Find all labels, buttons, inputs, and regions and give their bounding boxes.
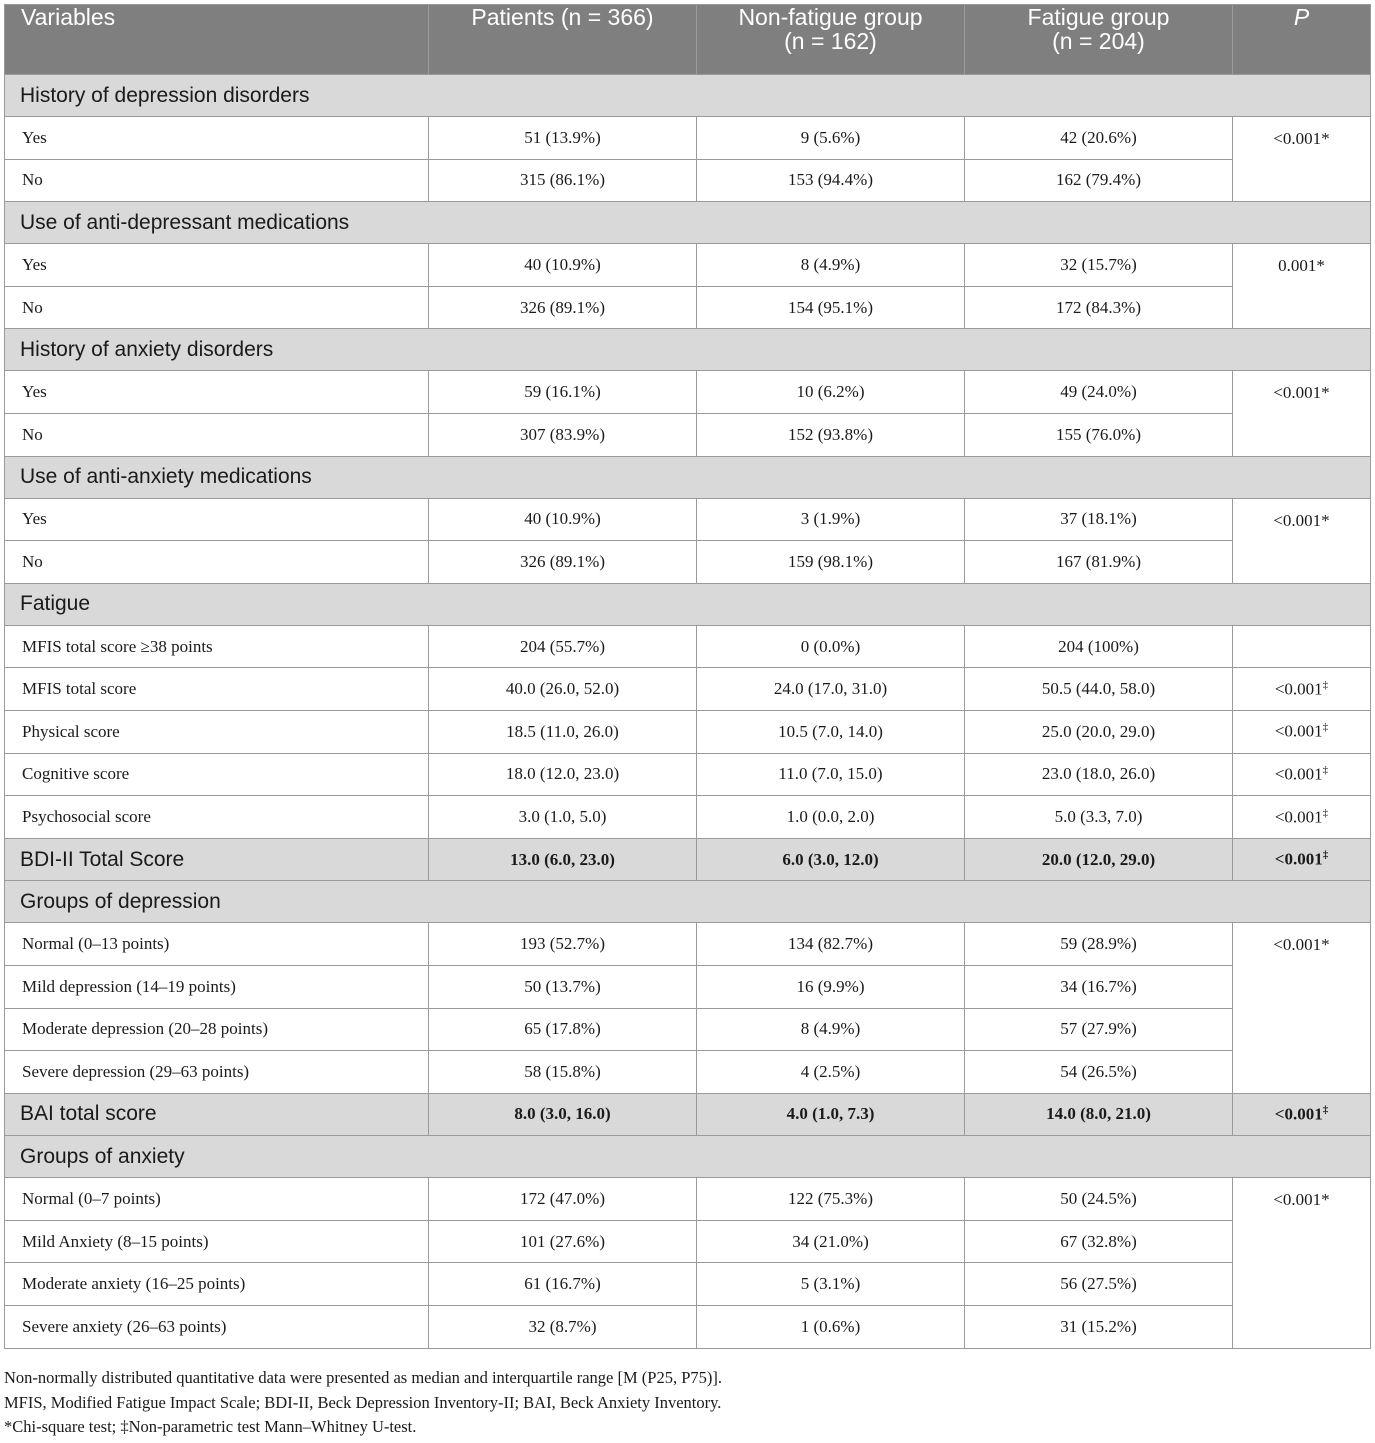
cell-fatigue: 56 (27.5%)	[965, 1263, 1233, 1306]
cell-fatigue: 20.0 (12.0, 29.0)	[965, 838, 1233, 881]
header-fatigue-line2: (n = 204)	[1052, 28, 1145, 54]
cell-nonfatigue: 1.0 (0.0, 2.0)	[697, 796, 965, 839]
cell-nonfatigue: 16 (9.9%)	[697, 965, 965, 1008]
row-label: MFIS total score	[5, 668, 429, 711]
cell-patients: 13.0 (6.0, 23.0)	[429, 838, 697, 881]
cell-p-value: <0.001*	[1233, 923, 1371, 1093]
cell-p-value: <0.001*	[1233, 498, 1371, 583]
cell-nonfatigue: 153 (94.4%)	[697, 159, 965, 202]
cell-patients: 59 (16.1%)	[429, 371, 697, 414]
cell-nonfatigue: 3 (1.9%)	[697, 498, 965, 541]
cell-fatigue: 37 (18.1%)	[965, 498, 1233, 541]
section-label: Groups of anxiety	[5, 1136, 1371, 1178]
cell-fatigue: 34 (16.7%)	[965, 965, 1233, 1008]
table-row	[5, 668, 1371, 711]
section-label: Groups of depression	[5, 881, 1371, 923]
cell-nonfatigue: 8 (4.9%)	[697, 244, 965, 287]
row-label: Physical score	[5, 710, 429, 753]
cell-fatigue: 50 (24.5%)	[965, 1178, 1233, 1221]
cell-p-value	[1233, 796, 1371, 839]
table-row	[5, 117, 1371, 160]
table-row	[5, 1306, 1371, 1349]
cell-patients: 326 (89.1%)	[429, 286, 697, 329]
cell-fatigue: 59 (28.9%)	[965, 923, 1233, 966]
row-label: No	[5, 413, 429, 456]
cell-nonfatigue: 4.0 (1.0, 7.3)	[697, 1093, 965, 1136]
row-label: Severe depression (29–63 points)	[5, 1051, 429, 1094]
header-fatigue-line1: Fatigue group	[1027, 4, 1170, 30]
cell-fatigue: 162 (79.4%)	[965, 159, 1233, 202]
cell-p-value	[1233, 710, 1371, 753]
row-label: Mild Anxiety (8–15 points)	[5, 1220, 429, 1263]
cell-nonfatigue: 8 (4.9%)	[697, 1008, 965, 1051]
section-label: Use of anti-depressant medications	[5, 202, 1371, 244]
table-row	[5, 1263, 1371, 1306]
cell-p-value	[1233, 753, 1371, 796]
table-row	[5, 965, 1371, 1008]
cell-nonfatigue: 1 (0.6%)	[697, 1306, 965, 1349]
section-row	[5, 881, 1371, 923]
double-dagger-mark: ‡	[1322, 764, 1329, 776]
row-label: Yes	[5, 244, 429, 287]
section-row	[5, 202, 1371, 244]
cell-nonfatigue: 10 (6.2%)	[697, 371, 965, 414]
table-row	[5, 923, 1371, 966]
table-row	[5, 1008, 1371, 1051]
header-p: P	[1233, 5, 1371, 75]
cell-patients: 50 (13.7%)	[429, 965, 697, 1008]
cell-patients: 326 (89.1%)	[429, 541, 697, 584]
cell-patients: 65 (17.8%)	[429, 1008, 697, 1051]
header-row	[5, 5, 1371, 75]
p-value-text: <0.001	[1274, 849, 1323, 869]
cell-nonfatigue: 152 (93.8%)	[697, 413, 965, 456]
header-nonfatigue-line1: Non-fatigue group	[738, 4, 923, 30]
cell-patients: 51 (13.9%)	[429, 117, 697, 160]
cell-patients: 32 (8.7%)	[429, 1306, 697, 1349]
header-nonfatigue	[697, 5, 965, 75]
cell-patients: 315 (86.1%)	[429, 159, 697, 202]
section-row	[5, 583, 1371, 625]
table-footnotes	[4, 1366, 1370, 1440]
table-row-bold	[5, 838, 1371, 881]
cell-patients: 40.0 (26.0, 52.0)	[429, 668, 697, 711]
row-label: No	[5, 159, 429, 202]
table-row	[5, 159, 1371, 202]
cell-patients: 193 (52.7%)	[429, 923, 697, 966]
cell-patients: 58 (15.8%)	[429, 1051, 697, 1094]
cell-fatigue: 32 (15.7%)	[965, 244, 1233, 287]
cell-nonfatigue: 122 (75.3%)	[697, 1178, 965, 1221]
cell-patients: 40 (10.9%)	[429, 498, 697, 541]
section-row	[5, 329, 1371, 371]
cell-fatigue: 57 (27.9%)	[965, 1008, 1233, 1051]
cell-fatigue: 49 (24.0%)	[965, 371, 1233, 414]
cell-nonfatigue: 154 (95.1%)	[697, 286, 965, 329]
cell-fatigue: 50.5 (44.0, 58.0)	[965, 668, 1233, 711]
cell-fatigue: 204 (100%)	[965, 625, 1233, 668]
section-row	[5, 75, 1371, 117]
data-table	[4, 4, 1371, 1349]
table-row	[5, 796, 1371, 839]
cell-fatigue: 42 (20.6%)	[965, 117, 1233, 160]
table-row	[5, 498, 1371, 541]
cell-p-value	[1233, 625, 1371, 668]
row-label: Severe anxiety (26–63 points)	[5, 1306, 429, 1349]
double-dagger-mark: ‡	[1322, 678, 1329, 691]
cell-nonfatigue: 5 (3.1%)	[697, 1263, 965, 1306]
row-label: BDI-II Total Score	[5, 838, 429, 881]
row-label: Yes	[5, 498, 429, 541]
footnote-distribution: Non-normally distributed quantitative data were presented as median and interquartile range [M (P25, P75)].	[4, 1368, 722, 1387]
cell-nonfatigue: 4 (2.5%)	[697, 1051, 965, 1094]
p-value-text: <0.001	[1274, 807, 1323, 827]
cell-patients: 8.0 (3.0, 16.0)	[429, 1093, 697, 1136]
cell-fatigue: 54 (26.5%)	[965, 1051, 1233, 1094]
p-value-text: <0.001	[1274, 764, 1323, 784]
row-label: No	[5, 541, 429, 584]
section-label: History of anxiety disorders	[5, 329, 1371, 371]
table-row	[5, 625, 1371, 668]
row-label: Normal (0–7 points)	[5, 1178, 429, 1221]
cell-nonfatigue: 9 (5.6%)	[697, 117, 965, 160]
cell-p-value	[1233, 838, 1371, 881]
header-fatigue	[965, 5, 1233, 75]
row-label: Moderate depression (20–28 points)	[5, 1008, 429, 1051]
cell-fatigue: 167 (81.9%)	[965, 541, 1233, 584]
cell-p-value: <0.001*	[1233, 1178, 1371, 1348]
cell-nonfatigue: 24.0 (17.0, 31.0)	[697, 668, 965, 711]
row-label: Yes	[5, 117, 429, 160]
cell-patients: 18.0 (12.0, 23.0)	[429, 753, 697, 796]
footnote-abbreviations: MFIS, Modified Fatigue Impact Scale; BDI-II, Beck Depression Inventory-II; BAI, Beck Anxiety Inventory.	[4, 1392, 722, 1412]
cell-patients: 61 (16.7%)	[429, 1263, 697, 1306]
table-row	[5, 286, 1371, 329]
table-row	[5, 710, 1371, 753]
cell-fatigue: 31 (15.2%)	[965, 1306, 1233, 1349]
cell-nonfatigue: 0 (0.0%)	[697, 625, 965, 668]
table-row-bold	[5, 1093, 1371, 1136]
cell-fatigue: 155 (76.0%)	[965, 413, 1233, 456]
p-value-text: <0.001	[1274, 679, 1323, 699]
table-row	[5, 244, 1371, 287]
table-row	[5, 1051, 1371, 1094]
cell-nonfatigue: 10.5 (7.0, 14.0)	[697, 710, 965, 753]
header-nonfatigue-line2: (n = 162)	[784, 28, 877, 54]
row-label: BAI total score	[5, 1093, 429, 1136]
section-label: History of depression disorders	[5, 75, 1371, 117]
row-label: Mild depression (14–19 points)	[5, 965, 429, 1008]
cell-nonfatigue: 159 (98.1%)	[697, 541, 965, 584]
row-label: Moderate anxiety (16–25 points)	[5, 1263, 429, 1306]
table-row	[5, 1178, 1371, 1221]
double-dagger-mark: ‡	[1322, 806, 1329, 819]
section-label: Use of anti-anxiety medications	[5, 456, 1371, 498]
cell-patients: 101 (27.6%)	[429, 1220, 697, 1263]
cell-fatigue: 14.0 (8.0, 21.0)	[965, 1093, 1233, 1136]
footnote-tests: *Chi-square test; ‡Non-parametric test Mann–Whitney U-test.	[4, 1417, 417, 1436]
cell-patients: 307 (83.9%)	[429, 413, 697, 456]
cell-patients: 3.0 (1.0, 5.0)	[429, 796, 697, 839]
double-dagger-mark: ‡	[1322, 1104, 1329, 1117]
cell-nonfatigue: 134 (82.7%)	[697, 923, 965, 966]
cell-nonfatigue: 34 (21.0%)	[697, 1220, 965, 1263]
cell-p-value: 0.001*	[1233, 244, 1371, 329]
double-dagger-mark: ‡	[1322, 849, 1329, 862]
table-row	[5, 541, 1371, 584]
cell-p-value: <0.001*	[1233, 117, 1371, 202]
cell-patients: 172 (47.0%)	[429, 1178, 697, 1221]
cell-p-value: <0.001*	[1233, 371, 1371, 456]
cell-p-value	[1233, 668, 1371, 711]
cell-fatigue: 172 (84.3%)	[965, 286, 1233, 329]
section-row	[5, 1136, 1371, 1178]
section-label: Fatigue	[5, 583, 1371, 625]
header-patients: Patients (n = 366)	[429, 5, 697, 75]
table-row	[5, 413, 1371, 456]
p-value-text: <0.001	[1274, 722, 1323, 742]
row-label: Cognitive score	[5, 753, 429, 796]
cell-p-value	[1233, 1093, 1371, 1136]
row-label: Psychosocial score	[5, 796, 429, 839]
row-label: Yes	[5, 371, 429, 414]
double-dagger-mark: ‡	[1322, 721, 1329, 734]
cell-patients: 204 (55.7%)	[429, 625, 697, 668]
cell-nonfatigue: 11.0 (7.0, 15.0)	[697, 753, 965, 796]
row-label: No	[5, 286, 429, 329]
row-label: MFIS total score ≥38 points	[5, 625, 429, 668]
cell-patients: 40 (10.9%)	[429, 244, 697, 287]
table-row	[5, 753, 1371, 796]
cell-patients: 18.5 (11.0, 26.0)	[429, 710, 697, 753]
cell-fatigue: 67 (32.8%)	[965, 1220, 1233, 1263]
cell-fatigue: 25.0 (20.0, 29.0)	[965, 710, 1233, 753]
p-value-text: <0.001	[1274, 1104, 1323, 1124]
section-row	[5, 456, 1371, 498]
table-row	[5, 371, 1371, 414]
cell-fatigue: 5.0 (3.3, 7.0)	[965, 796, 1233, 839]
table-row	[5, 1220, 1371, 1263]
cell-fatigue: 23.0 (18.0, 26.0)	[965, 753, 1233, 796]
header-variables: Variables	[5, 5, 429, 75]
cell-nonfatigue: 6.0 (3.0, 12.0)	[697, 838, 965, 881]
row-label: Normal (0–13 points)	[5, 923, 429, 966]
